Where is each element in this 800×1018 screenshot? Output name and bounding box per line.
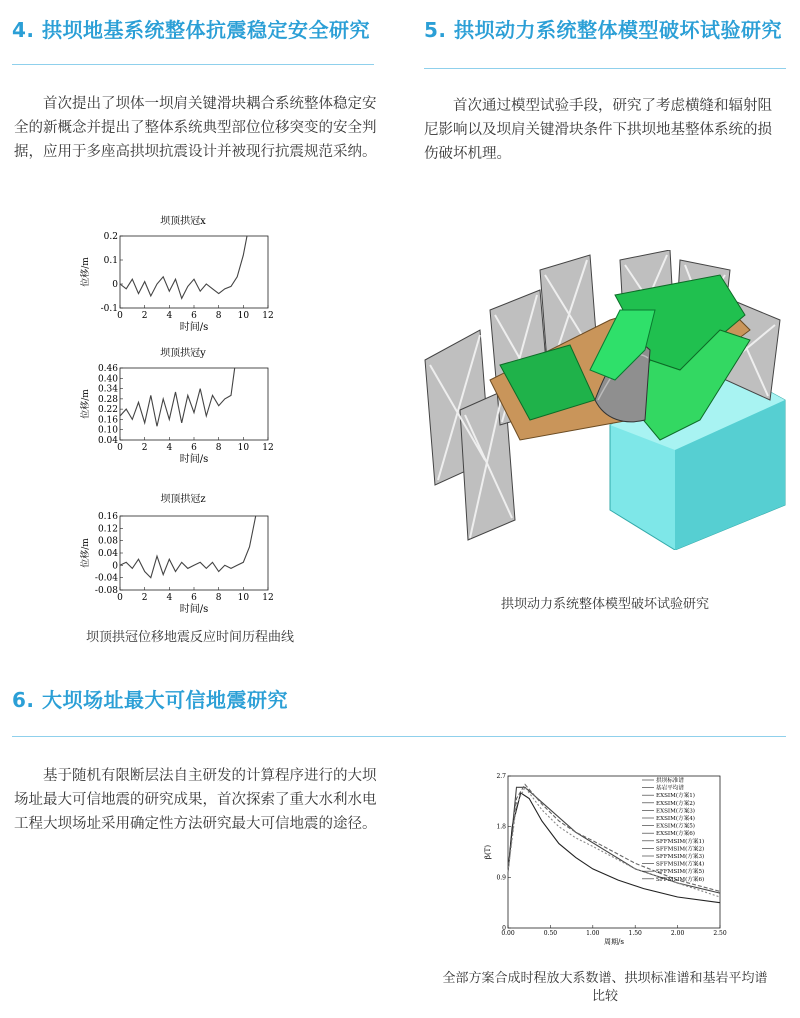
series-line xyxy=(120,236,247,298)
y-tick-label: 0.9 xyxy=(496,874,506,882)
legend-entry: SFFMSIM(方案3) xyxy=(656,854,705,860)
x-tick-label: 0.00 xyxy=(501,930,515,937)
x-tick-label: 0 xyxy=(117,443,123,453)
plot-frame xyxy=(120,236,268,308)
y-tick-label: 0.1 xyxy=(103,256,118,266)
y-tick-label: 0 xyxy=(112,561,118,572)
x-tick-label: 12 xyxy=(262,443,274,453)
x-tick-label: 12 xyxy=(262,593,274,603)
y-tick-label: 0.10 xyxy=(97,425,118,436)
plot-frame xyxy=(120,368,268,440)
y-axis-label: β(T) xyxy=(484,844,492,860)
section-title-5: 5. 拱坝动力系统整体模型破坏试验研究 xyxy=(424,18,782,42)
y-tick-label: 0 xyxy=(502,925,506,932)
x-axis-label: 时间/s xyxy=(179,604,209,615)
chart-z-title: 坝顶拱冠z xyxy=(160,494,206,505)
section-rule-6 xyxy=(12,736,786,737)
x-tick-label: 0 xyxy=(117,311,123,321)
x-tick-label: 0 xyxy=(117,593,123,603)
legend-entry: EXSIM(方案2) xyxy=(656,800,695,807)
section-body-4: 首次提出了坝体一坝肩关键滑块耦合系统整体稳定安全的新概念并提出了整体系统典型部位位移突变的安全判据，应用于多座高拱坝抗震设计并被现行抗震规范采纳。 xyxy=(14,96,377,160)
x-axis-label: 时间/s xyxy=(179,322,209,333)
legend-entry: EXSIM(方案6) xyxy=(656,831,695,838)
x-axis-label: 周期/s xyxy=(604,938,624,946)
y-tick-label: -0.04 xyxy=(94,573,118,584)
section-title-4: 4. 拱坝地基系统整体抗震稳定安全研究 xyxy=(12,18,370,42)
chart-x xyxy=(78,206,288,334)
chart-x-title: 坝顶拱冠x xyxy=(160,216,206,227)
x-tick-label: 8 xyxy=(215,443,222,453)
series-line xyxy=(120,368,235,426)
x-tick-label: 6 xyxy=(191,443,197,453)
y-tick-label: -0.08 xyxy=(94,586,118,596)
section-rule-5 xyxy=(424,68,786,69)
legend-entry: EXSIM(方案5) xyxy=(656,823,695,830)
legend-entry: SFFMSIM(方案1) xyxy=(656,838,705,845)
caption-5: 拱坝动力系统整体模型破坏试验研究 xyxy=(500,597,709,612)
y-tick-label: 0.46 xyxy=(97,364,118,374)
x-tick-label: 6 xyxy=(191,593,197,603)
legend-entry: EXSIM(方案1) xyxy=(656,793,695,800)
y-axis-label: 位移/m xyxy=(81,538,91,568)
x-tick-label: 8 xyxy=(215,311,222,321)
y-tick-label: 0.34 xyxy=(97,384,118,395)
y-tick-label: 0.04 xyxy=(97,436,118,446)
chart-y-title: 坝顶拱冠y xyxy=(160,348,206,359)
x-tick-label: 4 xyxy=(166,311,173,321)
y-tick-label: 0.22 xyxy=(97,405,118,416)
caption-4: 坝顶拱冠位移地震反应时间历程曲线 xyxy=(85,630,294,645)
x-tick-label: 12 xyxy=(262,311,274,321)
legend-entry: 基岩平均谱 xyxy=(656,785,684,792)
legend-entry: 拱坝标准谱 xyxy=(656,778,684,784)
legend-entry: SFFMSIM(方案6) xyxy=(656,876,705,883)
dam-model-illustration xyxy=(420,250,790,550)
x-tick-label: 8 xyxy=(215,593,222,603)
y-tick-label: 0.2 xyxy=(103,232,118,242)
chart-spectrum xyxy=(480,768,750,953)
section-title-6: 6. 大坝场址最大可信地震研究 xyxy=(12,688,288,712)
chart-z xyxy=(78,484,288,622)
y-tick-label: 0.04 xyxy=(97,549,118,559)
section-body-5: 首次通过模型试验手段，研究了考虑横缝和辐射阻尼影响以及坝肩关键滑块条件下拱坝地基整体系统的损伤破坏机理。 xyxy=(424,98,772,162)
section-rule-4 xyxy=(12,64,374,65)
x-tick-label: 2.00 xyxy=(670,930,685,937)
y-tick-label: 1.8 xyxy=(496,823,506,831)
series-line xyxy=(120,516,256,578)
caption-6: 全部方案合成时程放大系数谱、拱坝标准谱和基岩平均谱比较 xyxy=(442,971,768,1004)
x-tick-label: 1.00 xyxy=(586,930,600,937)
legend-entry: SFFMSIM(方案2) xyxy=(656,846,705,853)
y-tick-label: 0.08 xyxy=(97,536,118,547)
x-tick-label: 4 xyxy=(166,593,173,603)
y-axis-label: 位移/m xyxy=(81,389,91,419)
legend-entry: EXSIM(方案3) xyxy=(656,808,695,815)
x-tick-label: 10 xyxy=(237,443,250,453)
x-tick-label: 2 xyxy=(141,443,148,453)
y-tick-label: -0.1 xyxy=(100,304,118,314)
chart-y xyxy=(78,338,288,470)
x-tick-label: 10 xyxy=(237,311,250,321)
y-tick-label: 0.16 xyxy=(97,512,118,522)
y-tick-label: 0.12 xyxy=(97,524,118,535)
x-tick-label: 1.50 xyxy=(628,930,642,937)
x-tick-label: 2 xyxy=(141,311,148,321)
x-tick-label: 2 xyxy=(141,593,148,603)
x-tick-label: 6 xyxy=(191,311,197,321)
y-tick-label: 0.16 xyxy=(97,415,118,426)
y-axis-label: 位移/m xyxy=(81,257,91,287)
y-tick-label: 0.40 xyxy=(97,374,118,385)
x-axis-label: 时间/s xyxy=(179,454,209,465)
section-body-6: 基于随机有限断层法自主研发的计算程序进行的大坝场址最大可信地震的研究成果，首次探索了重大水利水电工程大坝场址采用确定性方法研究最大可信地震的途径。 xyxy=(14,768,377,832)
legend-entry: SFFMSIM(方案4) xyxy=(656,861,705,868)
x-tick-label: 10 xyxy=(237,593,250,603)
y-tick-label: 0 xyxy=(112,280,118,290)
plot-frame xyxy=(120,516,268,590)
legend-entry: EXSIM(方案4) xyxy=(656,816,695,822)
x-tick-label: 0.50 xyxy=(543,930,558,937)
y-tick-label: 2.7 xyxy=(496,773,506,780)
y-tick-label: 0.28 xyxy=(97,394,118,405)
x-tick-label: 2.50 xyxy=(713,930,727,937)
legend-entry: SFFMSIM(方案5) xyxy=(656,869,705,876)
x-tick-label: 4 xyxy=(166,443,173,453)
